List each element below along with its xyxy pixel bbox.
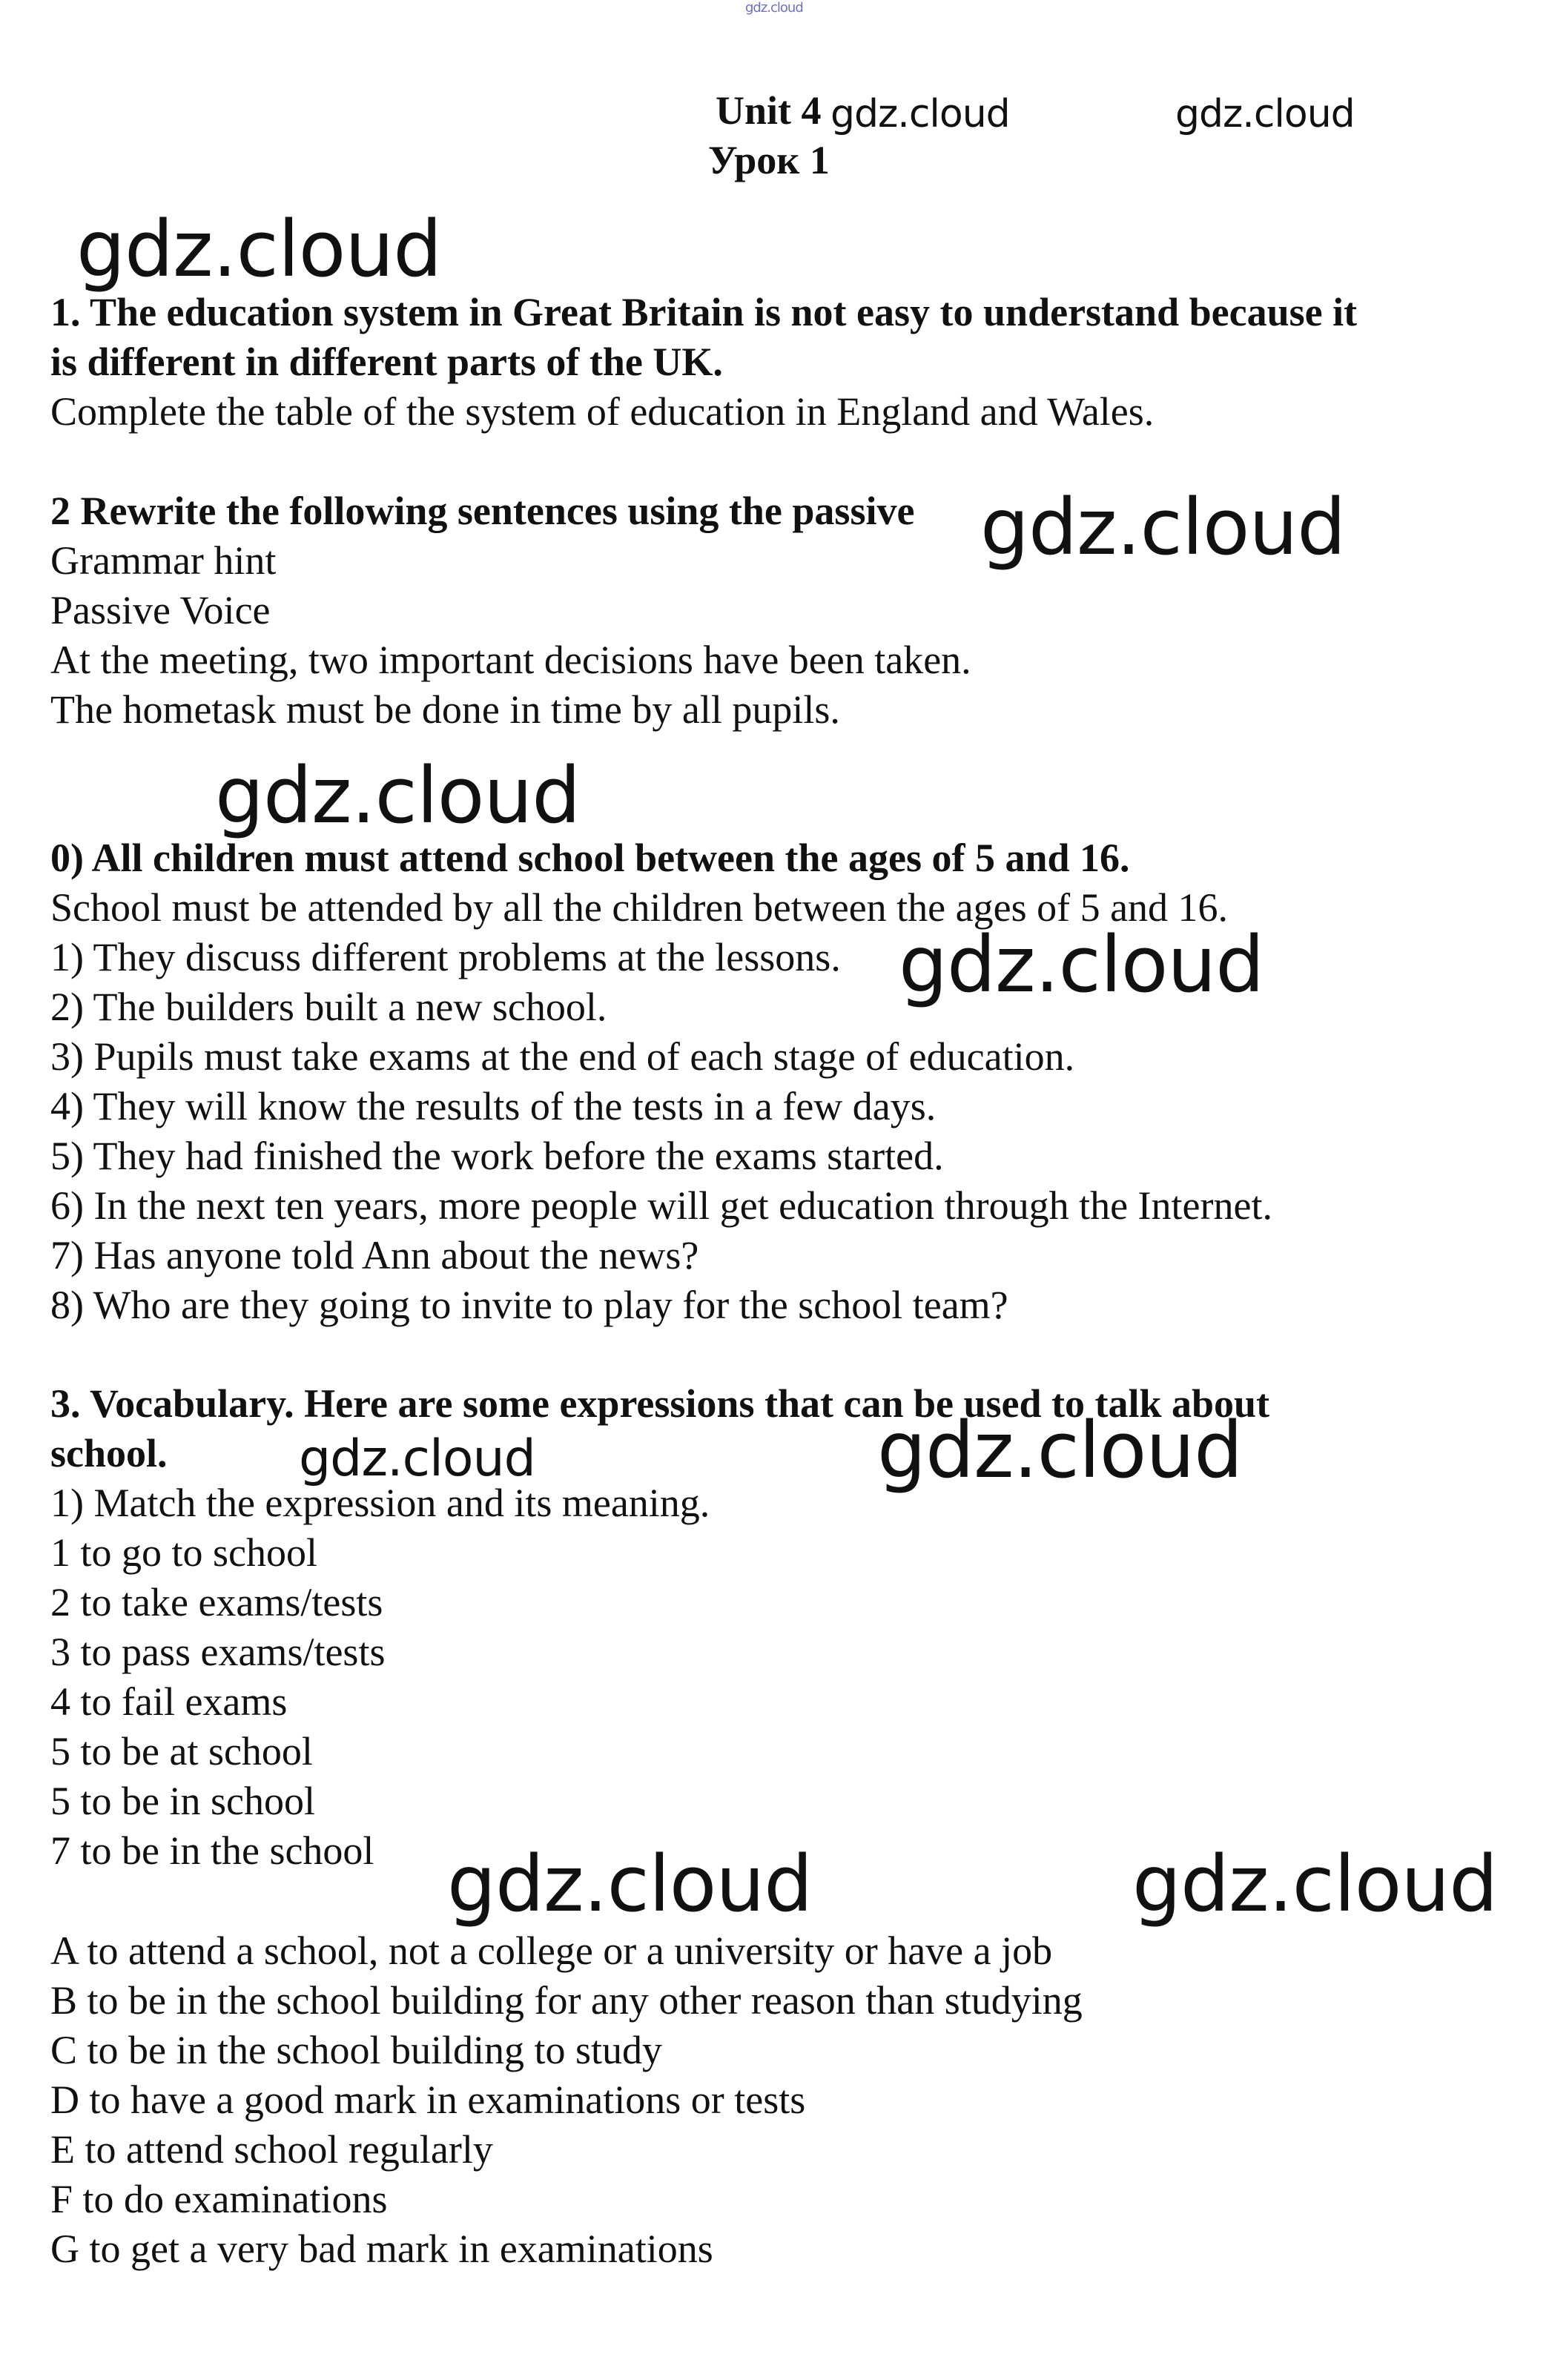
expression-item: 5 to be in school bbox=[50, 1779, 315, 1823]
meaning-item: G to get a very bad mark in examinations bbox=[50, 2227, 713, 2271]
section3-task: 1) Match the expression and its meaning. bbox=[50, 1481, 710, 1525]
watermark: gdz.cloud bbox=[980, 482, 1346, 572]
section3-heading-line1: 3. Vocabulary. Here are some expressions that can be used to talk about bbox=[50, 1381, 1270, 1426]
watermark: gdz.cloud bbox=[299, 1429, 535, 1488]
exercise-item: 6) In the next ten years, more people will get education through the Internet. bbox=[50, 1183, 1272, 1228]
unit-title: Unit 4 bbox=[716, 88, 822, 133]
section1-heading-line1: 1. The education system in Great Britain is not easy to understand because it bbox=[50, 290, 1358, 334]
passive-example-1: At the meeting, two important decisions have been taken. bbox=[50, 638, 971, 682]
watermark: gdz.cloud bbox=[76, 204, 442, 294]
meaning-item: D to have a good mark in examinations or tests bbox=[50, 2077, 806, 2122]
watermark: gdz.cloud bbox=[1132, 1839, 1498, 1929]
meaning-item: F to do examinations bbox=[50, 2177, 388, 2221]
expression-item: 3 to pass exams/tests bbox=[50, 1630, 386, 1674]
expression-item: 5 to be at school bbox=[50, 1729, 313, 1774]
watermark: gdz.cloud bbox=[215, 750, 581, 841]
exercise-item: 8) Who are they going to invite to play for the school team? bbox=[50, 1283, 1008, 1327]
expression-item: 2 to take exams/tests bbox=[50, 1580, 383, 1624]
passive-example-2: The hometask must be done in time by all pupils. bbox=[50, 687, 840, 732]
watermark: gdz.cloud bbox=[447, 1839, 813, 1929]
passive-voice-label: Passive Voice bbox=[50, 588, 271, 632]
expression-item: 1 to go to school bbox=[50, 1530, 317, 1575]
exercise-item: 7) Has anyone told Ann about the news? bbox=[50, 1233, 699, 1277]
meaning-item: E to attend school regularly bbox=[50, 2127, 493, 2172]
expression-item: 4 to fail exams bbox=[50, 1679, 288, 1724]
watermark: gdz.cloud bbox=[830, 92, 1010, 136]
exercise-item: 5) They had finished the work before the exams started. bbox=[50, 1134, 944, 1178]
watermark-top: gdz.cloud bbox=[745, 0, 803, 16]
meaning-item: C to be in the school building to study bbox=[50, 2028, 662, 2072]
expression-item: 7 to be in the school bbox=[50, 1828, 374, 1873]
section2-heading: 2 Rewrite the following sentences using the passive bbox=[50, 489, 915, 533]
meaning-item: A to attend a school, not a college or a university or have a job bbox=[50, 1928, 1053, 1973]
section1-heading-line2: is different in different parts of the UK. bbox=[50, 340, 723, 384]
grammar-hint-label: Grammar hint bbox=[50, 538, 277, 583]
exercise-item: 4) They will know the results of the tests in a few days. bbox=[50, 1084, 937, 1128]
exercise-item: 2) The builders built a new school. bbox=[50, 985, 607, 1029]
section2-example-answer: School must be attended by all the children between the ages of 5 and 16. bbox=[50, 885, 1229, 930]
lesson-title: Урок 1 bbox=[708, 138, 830, 182]
watermark: gdz.cloud bbox=[877, 1405, 1243, 1495]
meaning-item: B to be in the school building for any other reason than studying bbox=[50, 1978, 1083, 2023]
watermark: gdz.cloud bbox=[899, 919, 1264, 1010]
exercise-item: 3) Pupils must take exams at the end of each stage of education. bbox=[50, 1034, 1075, 1079]
watermark: gdz.cloud bbox=[1175, 92, 1355, 136]
section1-instruction: Complete the table of the system of education in England and Wales. bbox=[50, 389, 1155, 434]
section3-heading-line2: school. bbox=[50, 1431, 168, 1475]
section2-example: 0) All children must attend school between the ages of 5 and 16. bbox=[50, 836, 1130, 880]
exercise-item: 1) They discuss different problems at the lessons. bbox=[50, 935, 841, 979]
